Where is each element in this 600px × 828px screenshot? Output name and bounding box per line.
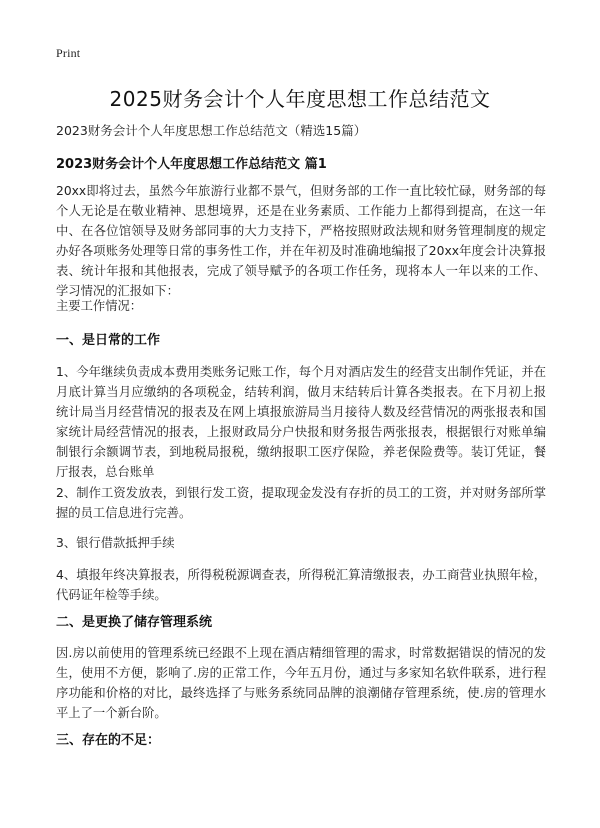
article-heading: 2023财务会计个人年度思想工作总结范文 篇1	[56, 157, 327, 172]
page-title: 2025财务会计个人年度思想工作总结范文	[109, 87, 491, 111]
section-heading-storage-system: 二、是更换了储存管理系统	[56, 615, 213, 630]
list-item: 1、今年继续负责成本费用类账务记账工作，每个月对酒店发生的经营支出制作凭证，并在月底计算当月应缴纳的各项税金，结转利润，做月末结转后计算各类报表。在下月初上报统计局当月经营情况的报表及在网上填报旅游局当月接待人数及经营情况的两张报表和国家统计局经营情况的报表，上报财政局分户快报和财务报告两张报表，根据银行对账单编制银行余额调节表，到地税局报税，缴纳报职工医疗保险，养老保险费等。装订凭证，餐厅报表，总台账单	[56, 365, 546, 479]
list-item: 2、制作工资发放表，到银行发工资，提取现金发没有存折的员工的工资，并对财务部所掌握的员工信息进行完善。	[56, 486, 546, 520]
main-work-label: 主要工作情况：	[56, 299, 143, 313]
print-label: Print	[56, 46, 81, 60]
section-heading-shortcomings: 三、存在的不足：	[56, 733, 161, 748]
list-item: 3、银行借款抵押手续	[56, 536, 175, 550]
section-heading-daily-work: 一、是日常的工作	[56, 333, 161, 348]
intro-paragraph: 20xx即将过去，虽然今年旅游行业都不景气，但财务部的工作一直比较忙碌，财务部的每个人无论是在敬业精神、思想境界，还是在业务素质、工作能力上都得到提高，在这一年中、在各位馆领导及财务部同事的大力支持下，严格按照财政法规和财务管理制度的规定办好各项账务处理等日常的事务性工作，并在年初及时准确地编报了20xx年度会计决算报表、统计年报和其他报表，完成了领导赋予的各项工作任务，现将本人一年以来的工作、学习情况的汇报如下：	[56, 184, 546, 298]
document-subtitle: 2023财务会计个人年度思想工作总结范文（精选15篇）	[56, 123, 367, 138]
list-item: 4、填报年终决算报表，所得税税源调查表，所得税汇算清缴报表，办工商营业执照年检，代码证年检等手续。	[56, 568, 546, 602]
storage-system-paragraph: 因.房以前使用的管理系统已经跟不上现在酒店精细管理的需求，时常数据错误的情况的发生，使用不方便，影响了.房的正常工作，今年五月份，通过与多家知名软件联系，进行程序功能和价格的对比，最终选择了与账务系统同品牌的浪潮储存管理系统，使.房的管理水平上了一个新台阶。	[56, 646, 546, 720]
